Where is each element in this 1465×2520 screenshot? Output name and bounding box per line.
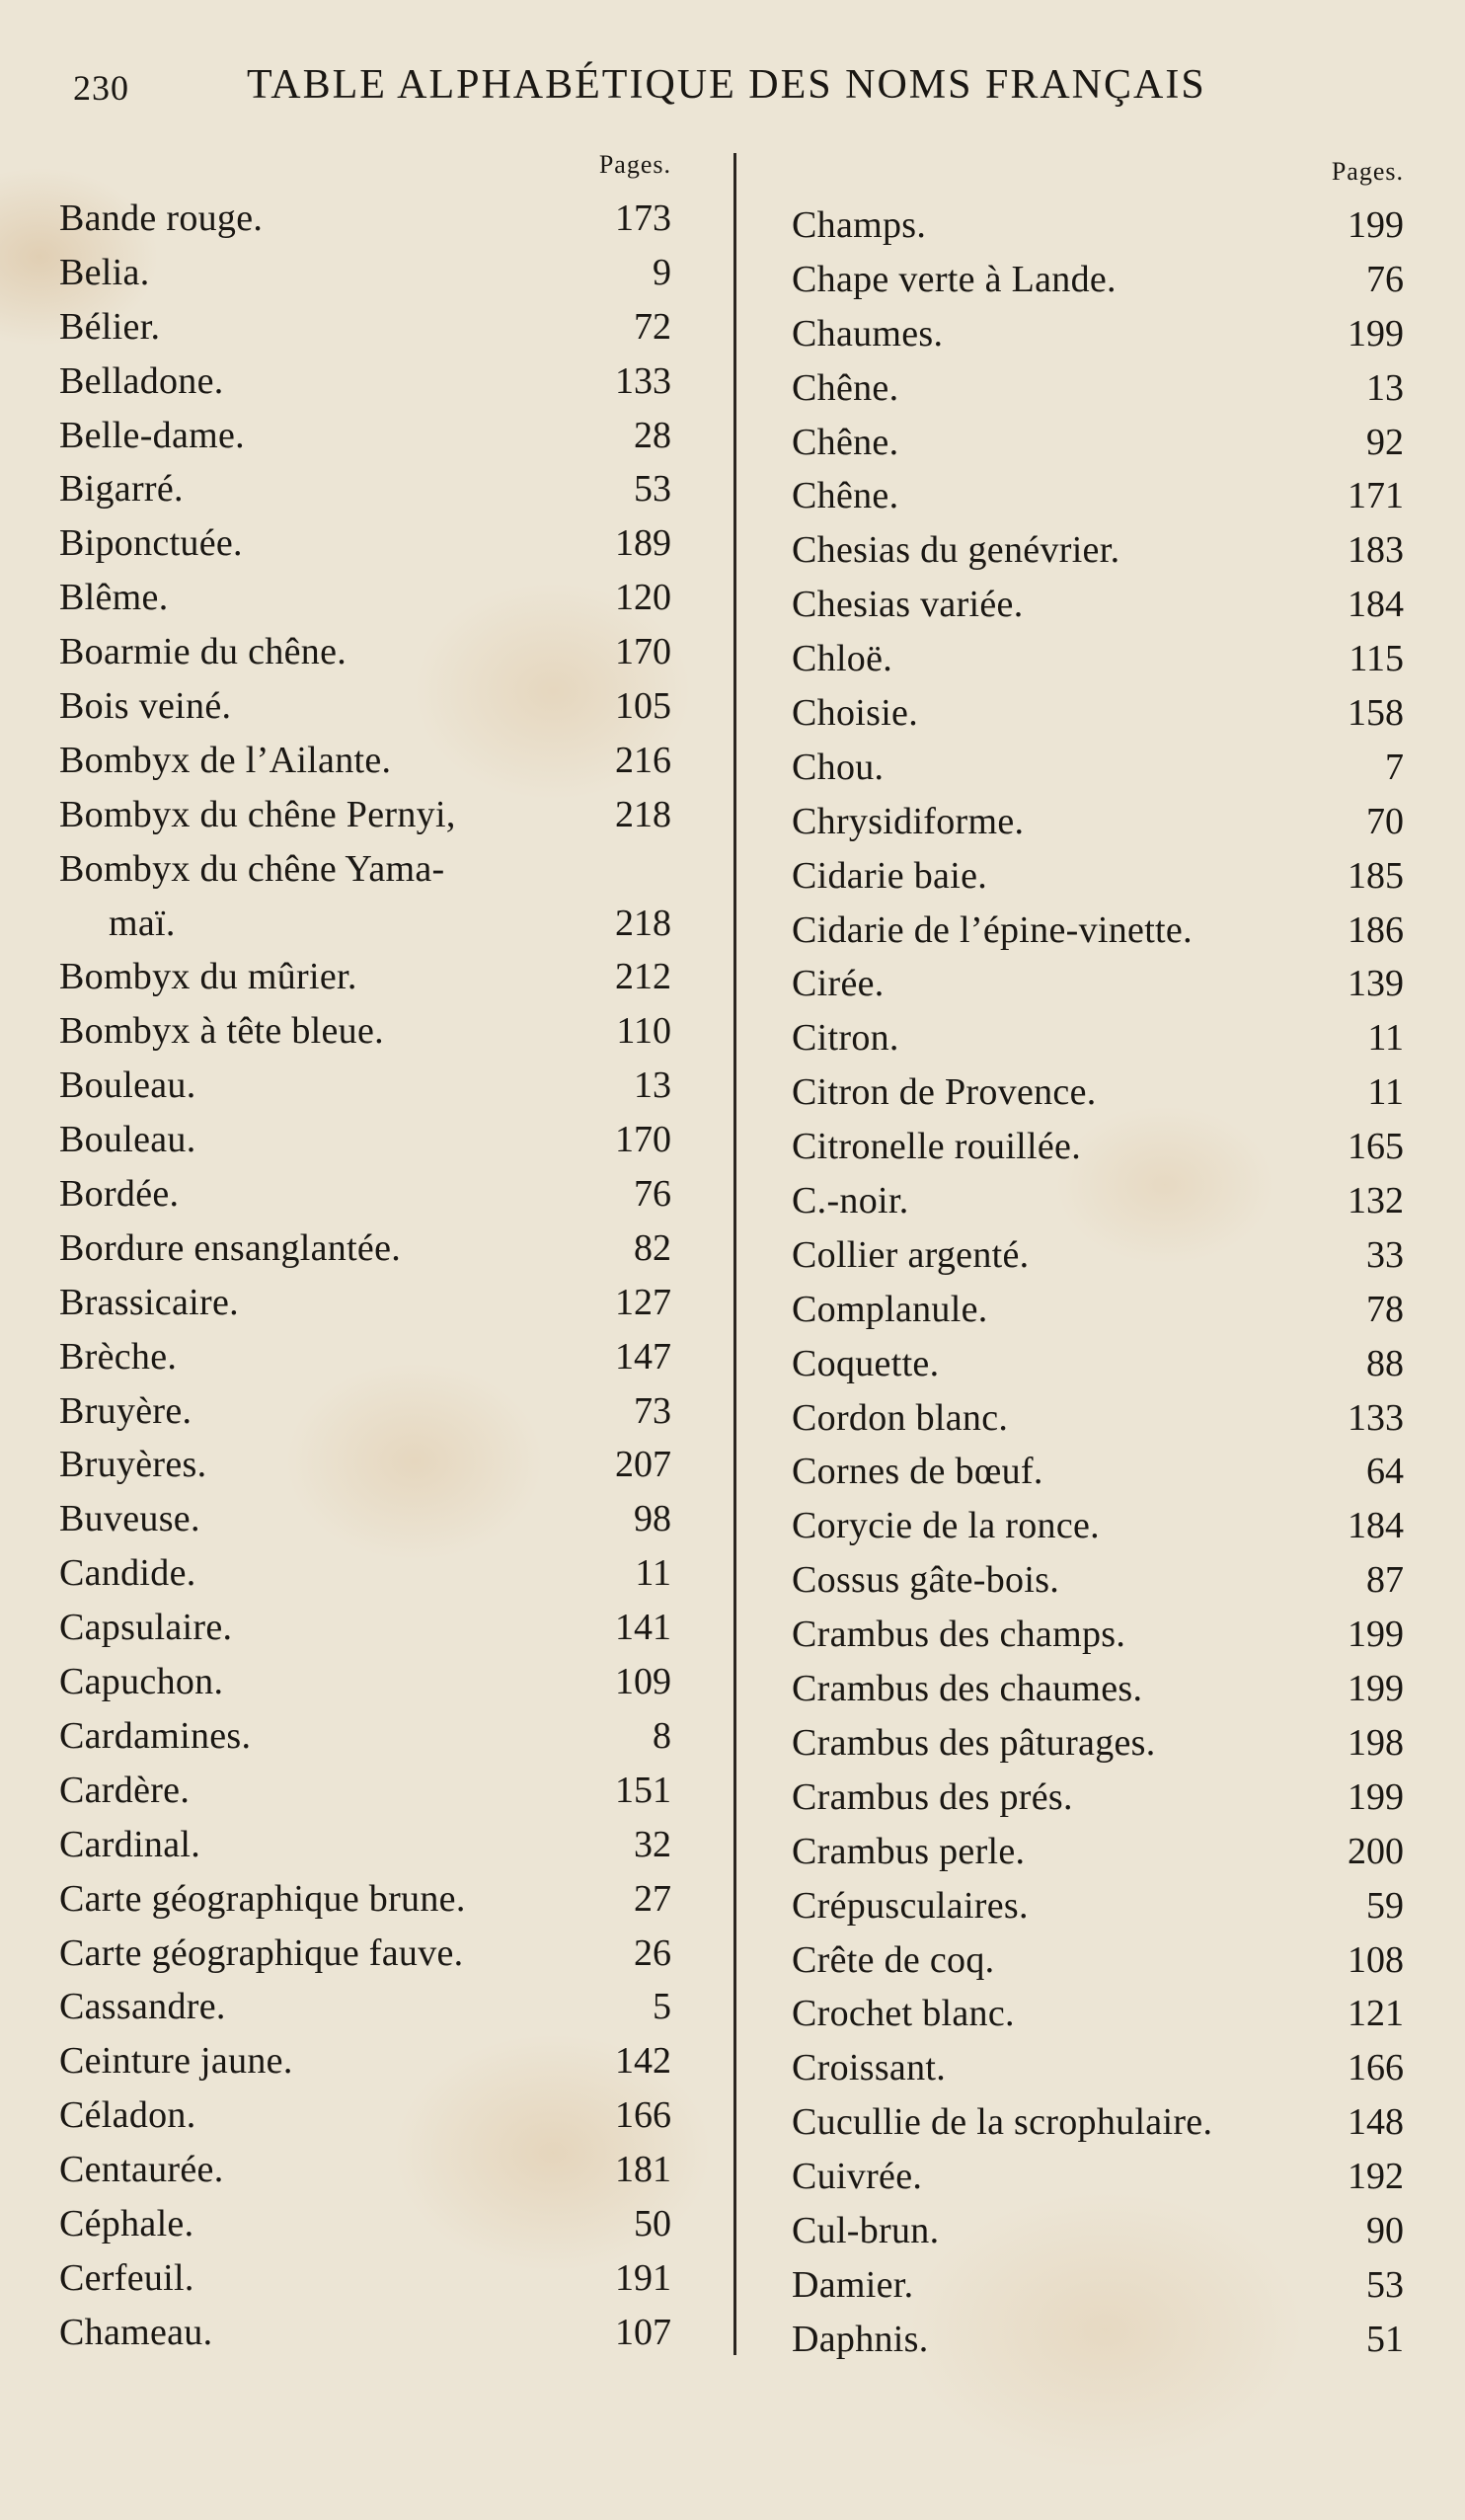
entry-page-number: 184 [1348,584,1404,626]
entry-page-number: 28 [634,414,671,456]
entry-page-number: 32 [634,1823,671,1865]
index-entry [59,300,671,354]
page-number: 230 [73,68,129,108]
entry-page-number: 11 [1367,1017,1404,1060]
entry-name: Cirée. [792,963,885,1005]
entry-page-number: 171 [1348,475,1404,517]
index-entry [792,1987,1404,2041]
index-entry [59,1818,671,1872]
entry-page-number: 181 [615,2149,671,2191]
entry-list-right [792,198,1404,2367]
index-entry [59,679,671,734]
entry-name: Cucullie de la scrophulaire. [792,2101,1213,2144]
index-entry [792,253,1404,307]
index-entry [792,1553,1404,1608]
entry-name: Buveuse. [59,1498,200,1540]
entry-page-number: 8 [653,1714,671,1757]
entry-name: Bombyx du chêne Pernyi, [59,793,456,835]
pages-label: Pages. [598,150,671,179]
entry-page-number: 115 [1349,638,1404,680]
index-column-left [59,146,671,2360]
entry-page-number: 199 [1348,204,1404,246]
index-entry [59,1113,671,1167]
index-entry [792,1771,1404,1825]
entry-name: Cordon blanc. [792,1396,1009,1439]
entry-page-number: 212 [615,956,671,998]
entry-page-number: 9 [653,251,671,293]
index-entry [792,361,1404,416]
entry-name: Bois veiné. [59,685,232,728]
entry-page-number: 51 [1366,2318,1404,2360]
entry-name: maï. [109,902,176,944]
entry-page-number: 199 [1348,1775,1404,1818]
entry-page-number: 147 [615,1335,671,1378]
index-entry [59,842,671,897]
entry-name: Capuchon. [59,1661,224,1703]
entry-name: Crochet blanc. [792,1993,1015,2035]
index-entry [59,354,671,409]
entry-page-number: 142 [615,2040,671,2083]
pages-column-label [792,153,1404,198]
index-entry [59,1872,671,1927]
entry-name: Bordure ensanglantée. [59,1226,402,1269]
entry-page-number: 11 [1367,1071,1404,1114]
entry-name: Bordée. [59,1173,180,1216]
entry-name: Choisie. [792,692,919,735]
index-entry [792,1283,1404,1337]
entry-name: Bouleau. [59,1119,196,1161]
index-entry [59,788,671,842]
index-entry [59,1546,671,1601]
entry-name: Blême. [59,577,169,619]
entry-page-number: 216 [615,739,671,781]
entry-page-number: 53 [634,468,671,511]
entry-name: Chesias du genévrier. [792,529,1120,572]
index-entry [59,1167,671,1221]
index-entry [792,1174,1404,1228]
entry-page-number: 199 [1348,1614,1404,1656]
pages-label: Pages. [1331,157,1404,186]
entry-page-number: 218 [615,793,671,835]
entry-name: Bombyx de l’Ailante. [59,739,392,781]
index-entry [792,686,1404,741]
entry-name: Capsulaire. [59,1607,233,1649]
entry-page-number: 64 [1366,1451,1404,1493]
entry-name: Belladone. [59,359,224,402]
entry-name: Belle-dame. [59,414,245,456]
index-entry [792,632,1404,686]
entry-name: Crambus des prés. [792,1775,1073,1818]
entry-page-number: 72 [634,305,671,348]
index-entry [792,1445,1404,1499]
entry-name: Champs. [792,204,927,246]
entry-name: Bruyères. [59,1444,207,1486]
index-entry [792,2150,1404,2204]
index-entry [59,1384,671,1439]
entry-page-number: 191 [615,2256,671,2299]
index-entry [792,1933,1404,1988]
entry-page-number: 189 [615,522,671,565]
entry-name: Cardamines. [59,1714,252,1757]
entry-name: Crambus des champs. [792,1614,1126,1656]
entry-name: Crambus perle. [792,1830,1026,1872]
index-entry [792,1879,1404,1933]
entry-name: Citronelle rouillée. [792,1126,1082,1168]
entry-page-number: 13 [1366,366,1404,409]
entry-page-number: 98 [634,1498,671,1540]
entry-page-number: 76 [1366,258,1404,300]
index-entry [792,1391,1404,1446]
entry-page-number: 88 [1366,1342,1404,1384]
entry-name: Chêne. [792,366,899,409]
entry-name: Boarmie du chêne. [59,631,347,673]
entry-page-number: 73 [634,1389,671,1432]
entry-name: Daphnis. [792,2318,929,2360]
index-entry [792,1065,1404,1120]
entry-name: Cardinal. [59,1823,201,1865]
entry-page-number: 50 [634,2202,671,2244]
entry-name: Coquette. [792,1342,940,1384]
entry-name: Cul-brun. [792,2209,940,2251]
entry-name: Cidarie baie. [792,854,988,897]
entry-name: Crambus des chaumes. [792,1668,1143,1710]
index-entry [792,198,1404,253]
entry-name: Chêne. [792,421,899,463]
index-entry [792,1825,1404,1879]
index-entry [792,523,1404,578]
index-column-right [792,153,1404,2367]
entry-name: Cossus gâte-bois. [792,1559,1060,1602]
entry-page-number: 170 [615,1119,671,1161]
entry-name: Bélier. [59,305,161,348]
entry-name: Bombyx du chêne Yama- [59,847,445,890]
index-entry [59,1980,671,2034]
index-entry [792,849,1404,904]
index-entry [59,950,671,1004]
entry-name: Cerfeuil. [59,2256,194,2299]
entry-page-number: 70 [1366,800,1404,842]
entry-name: Bruyère. [59,1389,193,1432]
entry-name: Chêne. [792,475,899,517]
entry-page-number: 132 [1348,1180,1404,1222]
index-entry [59,625,671,679]
entry-page-number: 127 [615,1281,671,1323]
index-entry [59,1276,671,1330]
index-entry [792,2313,1404,2367]
index-entry [59,2143,671,2197]
entry-page-number: 185 [1348,854,1404,897]
index-entry [792,957,1404,1011]
entry-page-number: 33 [1366,1233,1404,1276]
entry-name: Chaumes. [792,312,944,354]
entry-name: Centaurée. [59,2149,224,2191]
entry-page-number: 105 [615,685,671,728]
entry-name: Citron de Provence. [792,1071,1097,1114]
entry-page-number: 13 [634,1064,671,1107]
index-entry [792,578,1404,632]
index-entry [59,1764,671,1818]
entry-name: Citron. [792,1017,899,1060]
index-entry [59,1492,671,1546]
index-entry [59,1059,671,1113]
entry-name: Cidarie de l’épine-vinette. [792,908,1193,951]
index-entry [59,409,671,463]
index-entry [792,741,1404,795]
index-entry [792,2204,1404,2258]
page-header [0,61,1465,130]
entry-page-number: 7 [1385,746,1404,788]
index-entry [59,516,671,571]
entry-page-number: 109 [615,1661,671,1703]
entry-page-number: 192 [1348,2156,1404,2198]
entry-page-number: 199 [1348,1668,1404,1710]
index-entry [792,1337,1404,1391]
entry-page-number: 139 [1348,963,1404,1005]
entry-page-number: 148 [1348,2101,1404,2144]
entry-page-number: 207 [615,1444,671,1486]
entry-page-number: 170 [615,631,671,673]
entry-page-number: 27 [634,1877,671,1920]
entry-page-number: 141 [615,1607,671,1649]
entry-name: Brèche. [59,1335,178,1378]
index-entry [59,192,671,246]
index-entry [59,246,671,300]
index-entry [792,1662,1404,1716]
entry-name: Chesias variée. [792,584,1024,626]
entry-name: Chape verte à Lande. [792,258,1117,300]
entry-page-number: 76 [634,1173,671,1216]
index-entry [792,1499,1404,1553]
entry-page-number: 165 [1348,1126,1404,1168]
entry-page-number: 108 [1348,1938,1404,1981]
entry-name: Carte géographique brune. [59,1877,466,1920]
entry-page-number: 166 [615,2094,671,2137]
entry-name: Bigarré. [59,468,184,511]
entry-name: Ceinture jaune. [59,2040,293,2083]
entry-page-number: 87 [1366,1559,1404,1602]
entry-name: Brassicaire. [59,1281,239,1323]
index-entry [792,307,1404,361]
entry-name: Collier argenté. [792,1233,1030,1276]
entry-page-number: 133 [615,359,671,402]
entry-page-number: 107 [615,2311,671,2353]
entry-name: Chloë. [792,638,893,680]
index-entry [59,1927,671,1981]
index-entry [792,904,1404,958]
index-entry [792,1608,1404,1662]
entry-page-number: 92 [1366,421,1404,463]
index-entry [792,1228,1404,1283]
index-entry [59,2251,671,2306]
entry-page-number: 198 [1348,1721,1404,1764]
index-entry [59,1601,671,1655]
index-entry [59,571,671,625]
entry-page-number: 133 [1348,1396,1404,1439]
index-entry [59,1709,671,1764]
pages-column-label [59,146,671,192]
index-entry [59,1004,671,1059]
entry-name: Crambus des pâturages. [792,1721,1156,1764]
entry-name: Céphale. [59,2202,194,2244]
entry-page-number: 184 [1348,1505,1404,1547]
entry-page-number: 11 [635,1552,671,1595]
index-entry [792,795,1404,849]
entry-page-number: 59 [1366,1884,1404,1927]
entry-name: Bande rouge. [59,197,264,239]
entry-page-number: 121 [1348,1993,1404,2035]
entry-name: Chou. [792,746,885,788]
entry-name: Cornes de bœuf. [792,1451,1043,1493]
entry-page-number: 186 [1348,908,1404,951]
entry-page-number: 183 [1348,529,1404,572]
entry-page-number: 90 [1366,2209,1404,2251]
running-title: TABLE ALPHABÉTIQUE DES NOMS FRANÇAIS [247,62,1206,108]
entry-name: Belia. [59,251,150,293]
entry-name: Cuivrée. [792,2156,923,2198]
index-entry [59,2197,671,2251]
column-divider [733,153,736,2355]
entry-page-number: 53 [1366,2263,1404,2306]
entry-name: Candide. [59,1552,196,1595]
entry-page-number: 199 [1348,312,1404,354]
index-entry [59,734,671,788]
index-entry [59,1330,671,1384]
index-entry [59,1438,671,1492]
index-entry [792,416,1404,470]
entry-page-number: 110 [616,1010,671,1053]
entry-name: Bombyx du mûrier. [59,956,357,998]
index-entry [792,1120,1404,1174]
entry-name: Biponctuée. [59,522,243,565]
index-entry [59,2088,671,2143]
entry-name: Cardère. [59,1769,191,1811]
entry-page-number: 151 [615,1769,671,1811]
index-entry [59,462,671,516]
index-entry [792,469,1404,523]
entry-page-number: 173 [615,197,671,239]
entry-name: Croissant. [792,2047,947,2089]
entry-name: Chrysidiforme. [792,800,1025,842]
entry-name: Damier. [792,2263,914,2306]
entry-page-number: 26 [634,1931,671,1974]
entry-name: Bouleau. [59,1064,196,1107]
entry-name: Crête de coq. [792,1938,995,1981]
entry-page-number: 5 [653,1986,671,2028]
entry-name: Bombyx à tête bleue. [59,1010,384,1053]
entry-page-number: 200 [1348,1830,1404,1872]
entry-page-number: 166 [1348,2047,1404,2089]
entry-page-number: 120 [615,577,671,619]
entry-page-number: 82 [634,1226,671,1269]
index-entry [59,2034,671,2088]
entry-name: Corycie de la ronce. [792,1505,1100,1547]
entry-name: Complanule. [792,1288,988,1330]
index-entry [792,2258,1404,2313]
entry-name: Céladon. [59,2094,196,2137]
entry-list-left [59,192,671,2360]
entry-page-number: 78 [1366,1288,1404,1330]
entry-page-number: 158 [1348,692,1404,735]
index-entry [792,2041,1404,2095]
entry-name: C.-noir. [792,1180,909,1222]
entry-name: Cassandre. [59,1986,226,2028]
index-entry [59,2306,671,2360]
index-entry [792,1011,1404,1065]
index-entry [792,1716,1404,1771]
entry-page-number: 218 [615,902,671,944]
index-entry [792,2095,1404,2150]
index-entry [59,1221,671,1276]
entry-name: Carte géographique fauve. [59,1931,464,1974]
index-entry [59,1655,671,1709]
entry-name: Chameau. [59,2311,213,2353]
entry-name: Crépusculaires. [792,1884,1029,1927]
index-entry [59,897,671,951]
